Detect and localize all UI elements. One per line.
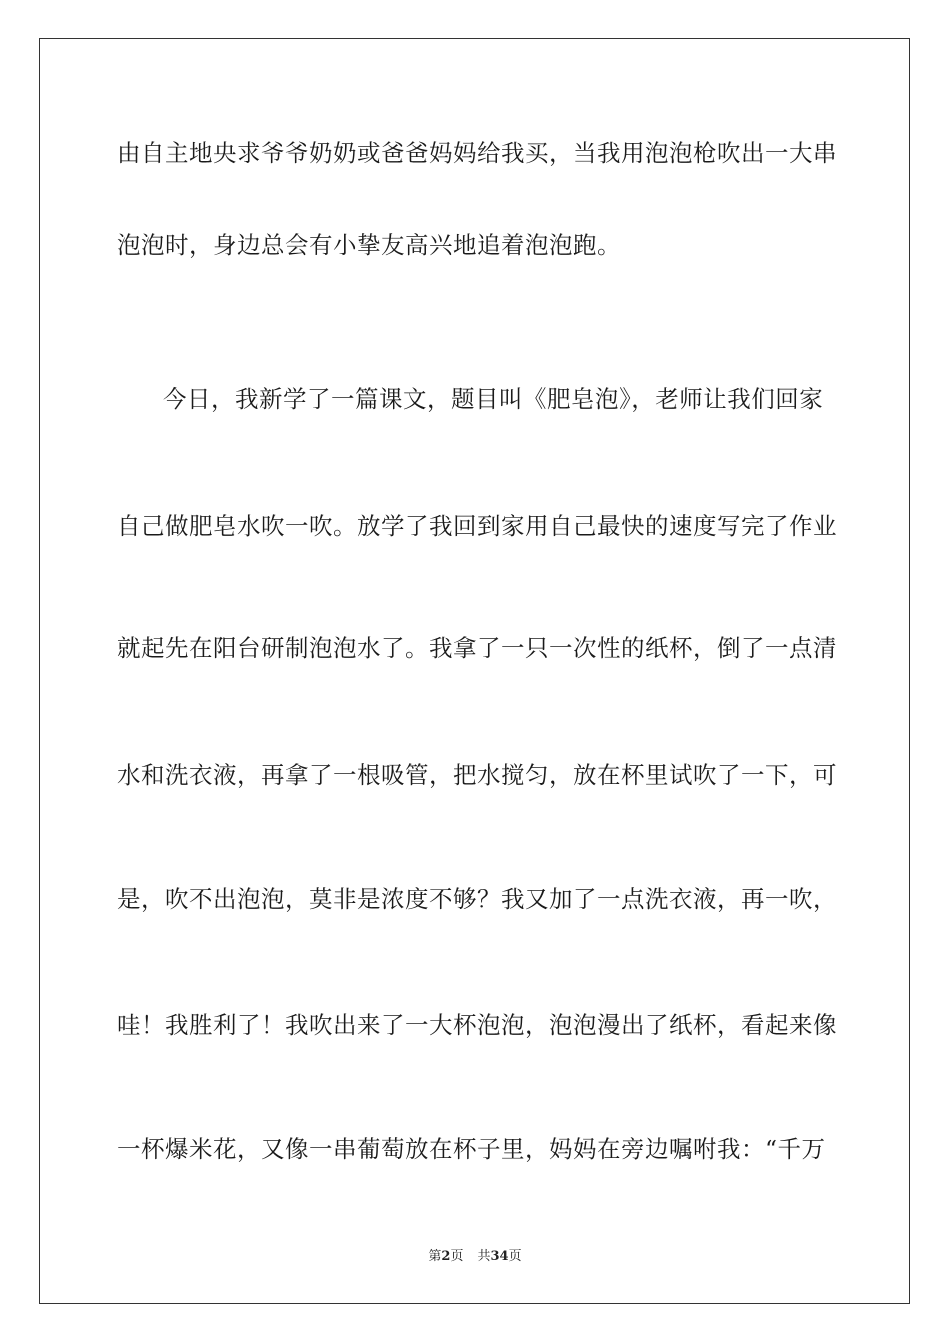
text-line-5: 就起先在阳台研制泡泡水了。我拿了一只一次性的纸杯，倒了一点清 <box>117 634 837 662</box>
text-line-9: 一杯爆米花，又像一串葡萄放在杯子里，妈妈在旁边嘱咐我：“千万 <box>117 1135 826 1163</box>
text-line-4: 自己做肥皂水吹一吹。放学了我回到家用自己最快的速度写完了作业 <box>117 512 837 540</box>
page-footer <box>0 1249 950 1265</box>
page-prefix: 第 <box>428 1249 442 1264</box>
text-line-2: 泡泡时，身边总会有小挚友高兴地追着泡泡跑。 <box>117 231 621 259</box>
page-number: 2 <box>441 1249 451 1264</box>
page-border <box>39 38 910 1304</box>
total-prefix: 共 <box>477 1249 491 1264</box>
page-suffix: 页 <box>450 1249 464 1264</box>
text-line-3-paragraph-start: 今日，我新学了一篇课文，题目叫《肥皂泡》，老师让我们回家 <box>163 385 824 413</box>
text-line-6: 水和洗衣液，再拿了一根吸管，把水搅匀，放在杯里试吹了一下，可 <box>117 761 837 789</box>
total-pages: 34 <box>490 1249 509 1264</box>
text-line-8: 哇！我胜利了！我吹出来了一大杯泡泡，泡泡漫出了纸杯，看起来像 <box>117 1011 837 1039</box>
text-line-1: 由自主地央求爷爷奶奶或爸爸妈妈给我买，当我用泡泡枪吹出一大串 <box>117 139 837 167</box>
text-line-7: 是，吹不出泡泡，莫非是浓度不够？我又加了一点洗衣液，再一吹， <box>117 885 837 913</box>
total-suffix: 页 <box>508 1249 522 1264</box>
